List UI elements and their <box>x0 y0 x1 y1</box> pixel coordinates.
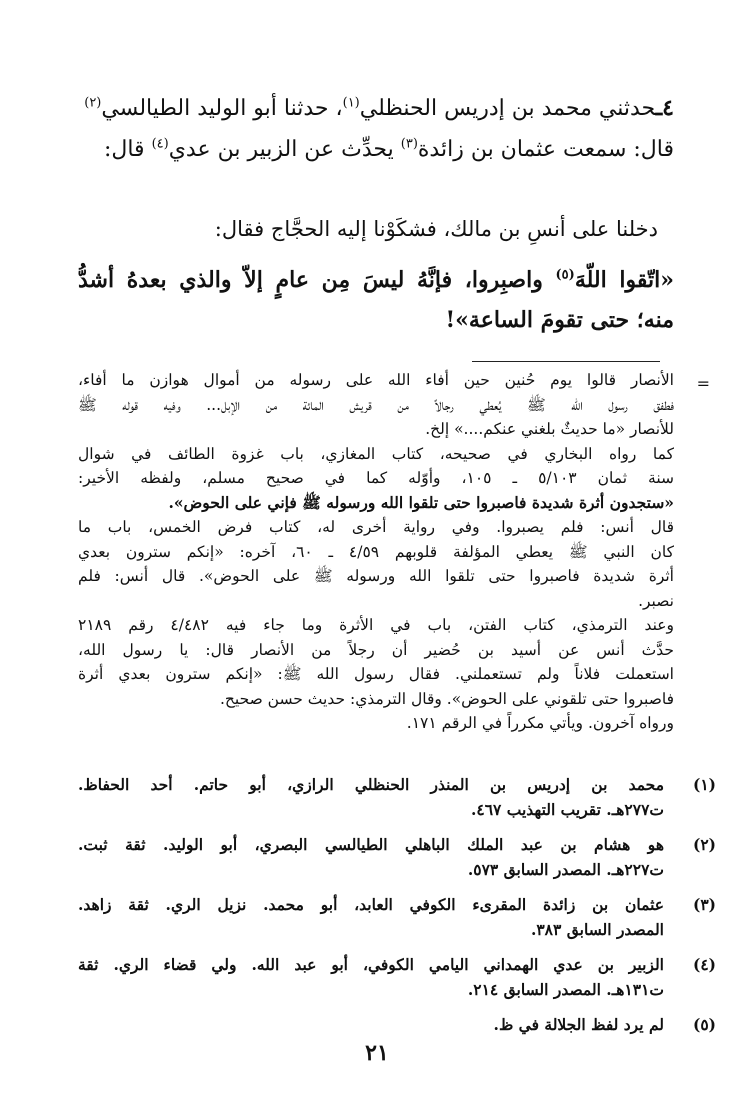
footnote-number: (١) <box>692 775 716 794</box>
footnote-line: عثمان بن زائدة المقرىء الكوفي العابد، أبو محمد. نزيل الري. ثقة زاهد. <box>78 895 664 914</box>
isnad-text: قال: <box>103 137 152 162</box>
footnote-line: سنة ثمان ٥/١٠٣ ـ ١٠٥، وأوّله كما في صحيح مسلم، ولفظه الأخير: <box>78 469 674 487</box>
footnote-line: حدَّث أنس عن أسيد بن حُضير أن رجلاً من الأنصار قال: يا رسول الله، <box>78 640 674 659</box>
hadith-isnad-line-1 <box>78 90 674 127</box>
footnote-ref-4[interactable]: (٤) <box>151 136 169 152</box>
footnote-item-2 <box>78 833 716 882</box>
footnote-line: فاصبروا حتى تلقوني على الحوض». وقال الترمذي: حديث حسن صحيح. <box>219 689 674 708</box>
footnote-line: أثرة شديدة فاصبروا حتى تلقوا الله ورسوله ﷺ على الحوض». قال أنس: فلم <box>78 567 674 585</box>
footnote-line: قال أنس: فلم يصبروا. وفي رواية أخرى له، كتاب فرض الخمس، باب ما <box>78 518 674 536</box>
footnote-line: استعملت فلاناً ولم تستعملني. فقال رسول الله ﷺ: «إنكم سترون بعدي أثرة <box>78 665 674 683</box>
footnote-number: (٥) <box>692 1015 716 1034</box>
isnad-text: قال: سمعت عثمان بن زائدة <box>417 137 674 162</box>
hadith-narration: دخلنا على أنسِ بن مالك، فشكَوْنا إليه الحجَّاج فقال: <box>214 217 658 241</box>
footnote-line: محمد بن إدريس بن المنذر الحنظلي الرازي، أبو حاتم. أحد الحفاظ. <box>78 775 664 794</box>
footnote-ref-2[interactable]: (٢) <box>84 95 102 111</box>
hadith-matn-line-2: منه؛ حتى تقومَ الساعة»! <box>445 307 674 333</box>
footnote-line: فطفق رسول الله ﷺ يُعطي رجالاً من قريش المائة من الإبل... وفيه قوله ﷺ <box>78 395 674 414</box>
isnad-text: حدثني محمد بن إدريس الحنظلي <box>359 96 656 121</box>
footnote-line: ورواه آخرون. ويأتي مكرراً في الرقم ١٧١. <box>406 714 674 732</box>
hadith-number: ٤ـ <box>655 95 674 121</box>
footnote-line: وعند الترمذي، كتاب الفتن، باب في الأثرة وما جاء فيه ٤/٤٨٢ رقم ٢١٨٩ <box>78 616 674 634</box>
hadith-isnad-line-2 <box>78 132 674 168</box>
footnote-ref-5[interactable]: (٥) <box>555 267 575 283</box>
footnote-number: (٢) <box>692 835 716 854</box>
footnote-item-3 <box>78 893 716 942</box>
matn-text: واصبِروا، فإنَّهُ ليسَ مِن عامٍ إلاّ والذي بعدهُ أشدُّ <box>78 267 556 293</box>
footnote-line: «ستجدون أثرة شديدة فاصبروا حتى تلقوا الله ورسوله ﷺ فإني على الحوض». <box>168 492 674 512</box>
footnote-line: الأنصار قالوا يوم حُنين حين أفاء الله على رسوله من أموال هوازن ما أفاء، <box>78 371 674 389</box>
isnad-text: يحدِّث عن الزبير بن عدي <box>168 137 401 162</box>
footnote-item-5 <box>78 1013 716 1038</box>
footnote-line: الزبير بن عدي الهمداني اليامي الكوفي، أبو عبد الله. ولي قضاء الري. ثقة <box>78 955 664 974</box>
footnote-line: نصبر. <box>638 591 674 610</box>
footnote-number: (٤) <box>692 955 716 974</box>
footnote-line: للأنصار «ما حديثٌ بلغني عنكم....» إلخ. <box>425 420 674 438</box>
footnotes-list <box>78 773 716 1049</box>
footnote-ref-3[interactable]: (٣) <box>400 136 418 152</box>
page-number: ٢١ <box>365 1040 389 1066</box>
footnote-line: ت٢٧٧هـ. تقريب التهذيب ٤٦٧. <box>470 799 664 819</box>
footnote-line: المصدر السابق ٣٨٣. <box>530 919 664 939</box>
footnote-line: كان النبي ﷺ يعطي المؤلفة قلوبهم ٤/٥٩ ـ ٦٠، آخره: «إنكم سترون بعدي <box>78 542 674 561</box>
footnote-ref-1[interactable]: (١) <box>342 95 360 111</box>
footnote-line: ت١٣١هـ. المصدر السابق ٢١٤. <box>467 979 664 999</box>
hadith-matn-line-1 <box>78 262 674 298</box>
footnote-item-1 <box>78 773 716 822</box>
footnote-line: كما رواه البخاري في صحيحه، كتاب المغازي، باب غزوة الطائف في شوال <box>78 444 674 463</box>
footnote-line: هو هشام بن عبد الملك الباهلي الطيالسي البصري، أبو الوليد. ثقة ثبت. <box>78 835 664 854</box>
continuation-marker: = <box>696 374 710 393</box>
isnad-text: ، حدثنا أبو الوليد الطيالسي <box>101 96 343 121</box>
footnote-number: (٣) <box>692 895 716 914</box>
footnote-line: ت٢٢٧هـ. المصدر السابق ٥٧٣. <box>467 859 664 879</box>
footnote-continuation <box>78 368 710 736</box>
footnote-separator <box>472 361 660 362</box>
matn-text: «اتّقوا اللّهَ <box>574 267 674 293</box>
footnote-item-4 <box>78 953 716 1002</box>
footnote-line: لم يرد لفظ الجلالة في ظ. <box>493 1015 664 1034</box>
